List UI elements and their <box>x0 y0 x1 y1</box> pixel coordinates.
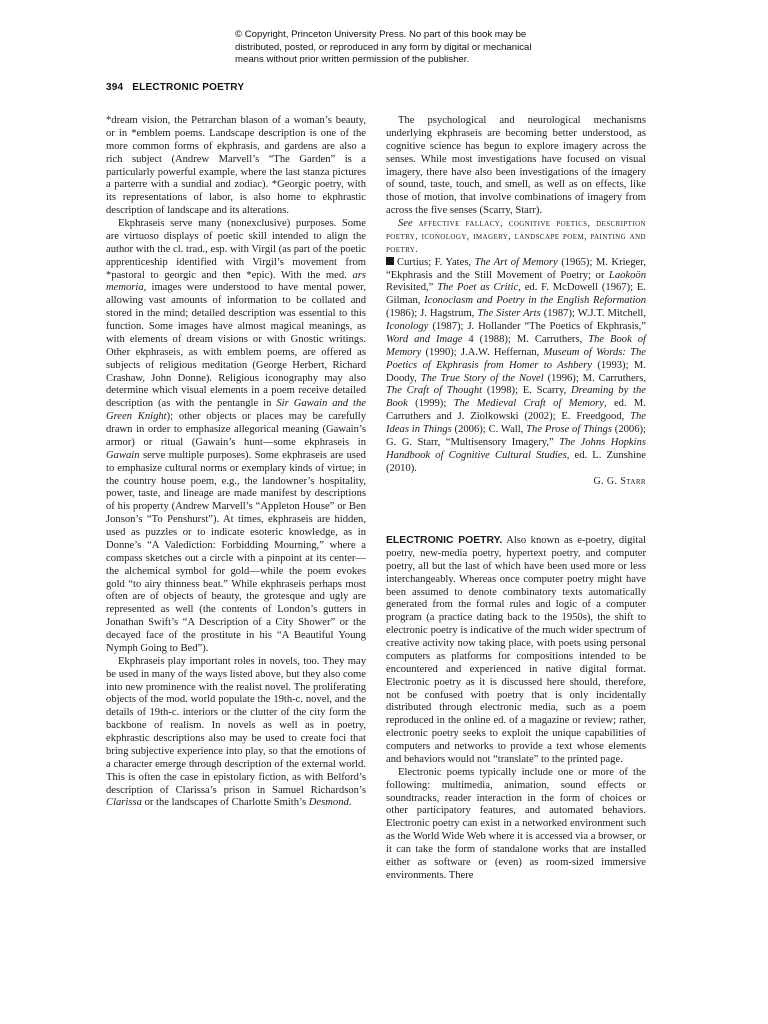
author-signature: G. G. Starr <box>593 475 646 487</box>
text-run: . <box>348 797 352 809</box>
italic-title: The Medieval Craft of Memory <box>453 398 605 410</box>
italic-title: Museum of Words: The Poetics of Ekphrasis from Homer to Ashbery <box>386 346 646 371</box>
text-run: ); other objects or places may be carefully drawn in order to emphasize allegorical meaning (Gawain’s armor) or ritual (Gawain’s hunt—some ekphraseis in <box>106 411 366 448</box>
paragraph: The psychological and neurological mechanisms underlying ekphraseis are becoming better understood, as cognitive science has begun to explore imagery across the senses. While most investigations have focused on visual imagery, there have also been investigations of the imagery of sound, taste, touch, and smell, as well as on effects, like those of motion, that involve combinations of imagery from across the five senses (Scarry, Starr). <box>386 115 646 217</box>
text-run: 4 (1988); M. Carruthers, <box>462 333 589 345</box>
italic-title: The Ideas in Things <box>386 411 646 435</box>
bibliography-square-icon <box>386 257 394 265</box>
text-run: (1993); M. Doody, <box>386 359 646 384</box>
text-run: (1996); M. Carruthers, <box>543 372 646 384</box>
text-run: Ekphraseis play important roles in novels, too. They may be used in many of the ways listed above, but they also come into new prominence with the realist novel. The proliferating objects of the mod. world populate the 19th-c. novel, and the details of 19th-c. interiors or the clutter of the city form the backbone of realism. In novels as well as in poetry, ekphrastic descriptions also may be used to create foci that bring subjective experience into play, so that the emotions of a character emerge through description of the external world. This is often the case in epistolary fiction, as with Belford’s description of Clarissa’s prison in Samuel Richardson’s <box>106 655 366 796</box>
text-run: (2006); G. G. Starr, “Multisensory Imagery,” <box>386 424 646 448</box>
text-run: , ed. L. Zunshine (2010). <box>386 449 646 474</box>
text-run: Revisited,” <box>386 282 438 294</box>
italic-title: Iconoclasm and Poetry in the English Reformation <box>424 295 646 307</box>
text-run: Ekphraseis serve many (nonexclusive) purposes. Some are virtuoso displays of poetic skill intended to align the author with the cl. trad., esp. with Virgil (as part of the poetic apprenticeship identified with Virgil’s movement from *pastoral to georgic and then *epic). With the med. <box>106 218 366 281</box>
text-run: (1987); W.J.T. Mitchell, <box>540 308 646 320</box>
entry-electronic-poetry <box>386 535 646 883</box>
text-run: (1965); M. Krieger, “Ekphrasis and the Still Movement of Poetry; or <box>386 256 646 281</box>
text-run: or the landscapes of Charlotte Smith’s <box>144 797 307 809</box>
text-run: , ed. M. Carruthers and J. Ziolkowski (2002); E. Freedgood, <box>386 398 646 423</box>
italic-title: Desmond <box>308 797 349 809</box>
text-run: Also known as e-poetry, digital poetry, new-media poetry, hypertext poetry, and computer poetry, all but the last of which have been used more or less interchangeably. Whereas once computer poetry might have been assumed to denote combinatory texts automatically generated from the formal rules and logic of a computer program (a practice dating back to the 1950s), the shift to electronic poetry is indicative of the much wider spectrum of creative activity now taking place, with poets using personal computers as platforms for compositions intended to be encountered and experienced in native digital format. Electronic poetry as it is discussed here should, therefore, not be confused with poetry that is only incidentally distributed through electronic media, such as a poem reproduced in the online ed. of a magazine or review; rather, electronic poetry seeks to exploit the unique capabilities of computers and networks to provide a text whose elements and behaviors would not “translate” to the printed page. <box>386 535 646 765</box>
right-column <box>386 115 646 488</box>
paragraph <box>106 218 366 656</box>
see-also <box>386 218 646 257</box>
copyright-notice <box>235 29 615 67</box>
text-run: (1990); J.A.W. Heffernan, <box>421 346 544 358</box>
text-run: (1998); E. Scarry, <box>482 385 571 397</box>
running-title: ELECTRONIC POETRY <box>132 82 245 93</box>
italic-title: Laokoön <box>608 269 646 281</box>
text-run: (1987); J. Hollander “The Poetics of Ekphrasis,” <box>428 321 646 332</box>
text-run: Curtius; F. Yates, <box>397 256 475 268</box>
running-head <box>106 82 244 93</box>
italic-title: The Poet as Critic <box>437 282 519 294</box>
italic-title: The Johns Hopkins Handbook of Cognitive Cultural Studies <box>386 436 646 461</box>
italic-title: The Book of Memory <box>386 333 647 358</box>
italic-title: The Prose of Things <box>526 424 612 435</box>
copyright-line: © Copyright, Princeton University Press. No part of this book may be <box>235 29 527 40</box>
italic-title: Word and Image <box>386 333 463 345</box>
italic-term: ars memoria <box>106 269 366 294</box>
see-label: See <box>398 218 413 229</box>
paragraph: *dream vision, the Petrarchan blason of a woman’s beauty, or in *emblem poems. Landscape description is one of the more common forms of ekphrasis, and gardens are also a rich subject (Andrew Marvell’s “The Garden” is a particularly powerful example, where the last stanza pictures a parterre with a sundial and zodiac). *Georgic poetry, with its representations of labor, is also home to ekphrastic description of landscape and its alterations. <box>106 115 366 217</box>
copyright-line: distributed, posted, or reproduced in any form by digital or mechanical <box>235 41 532 53</box>
text-run: , ed. F. McDowell (1967); E. Gilman, <box>386 282 647 307</box>
italic-title: The Sister Arts <box>477 308 541 320</box>
page-number: 394 <box>106 82 124 93</box>
italic-title: Sir Gawain and the Green Knight <box>106 398 366 423</box>
italic-title: Iconology <box>386 321 429 332</box>
text-run: , images were understood to have mental power, allowing vast amounts of information to be collated and stored in the mind; detailed description was essential to this function. Some images have almost magical meanings, as with elements of dream visions or with Gnostic writings. Other ekphraseis, as with emblem poems, are offered as subjects of religious meditation (George Herbert, Richard Crashaw, John Donne). Religious iconography may also determine which visual elements in a poem receive detailed description (as with the pentangle in <box>106 282 366 410</box>
entry-headword: ELECTRONIC POETRY. <box>386 535 503 546</box>
italic-title: The True Story of the Novel <box>420 372 544 384</box>
text-run: (1999); <box>407 398 454 410</box>
italic-title: Gawain <box>106 449 140 461</box>
paragraph <box>386 535 646 767</box>
italic-title: Dreaming by the Book <box>386 385 646 410</box>
bibliography <box>386 257 646 476</box>
text-run: (1986); J. Hagstrum, <box>386 308 478 320</box>
paragraph <box>106 656 366 811</box>
cross-references: affective fallacy, cognitive poetics, description poetry, iconology, imagery, landscape poem, painting and poetry. <box>386 219 646 255</box>
italic-title: The Art of Memory <box>474 256 558 268</box>
italic-title: Clarissa <box>106 797 142 809</box>
italic-title: The Craft of Thought <box>386 385 483 397</box>
left-column <box>106 115 366 810</box>
text-run: serve multiple purposes). Some ekphraseis are used to emphasize cultural norms or exemplary kinds of virtue; in the country house poem, e.g., the landowner’s hospitality, power, taste, and lineage are made manifest by descriptions of his property (Andrew Marvell’s “Appleton House” or Ben Jonson’s “To Penshurst”). At times, ekphraseis are hidden, used as puzzles or to indicate esoteric knowledge, as in Donne’s “A Valediction: Forbidding Mourning,” where a compass sketches out a circle with a pinpoint at its center—the alchemical symbol for gold—while the poem evokes gold “to airy thinness beat.” While ekphraseis perhaps most often are of objects of beauty, the grotesque and ugly are represented as well (the contents of London’s gutters in Jonathan Swift’s “A Description of a City Shower” or the decayed face of the prostitute in his “A Beautiful Young Nymph Going to Bed”). <box>106 449 366 654</box>
text-run: (2006); C. Wall, <box>451 424 527 435</box>
copyright-line: means without prior written permission of the publisher. <box>235 54 470 66</box>
paragraph: Electronic poems typically include one or more of the following: multimedia, animation, sound effects or soundtracks, reader interaction in the form of choices or other participatory features, and automated behaviors. Electronic poetry can exist in a networked environment such as the World Wide Web where it is accessed via a browser, or it can take the form of standalone works that are installed either as software or (even) as room-sized immersive environments. There <box>386 766 646 881</box>
